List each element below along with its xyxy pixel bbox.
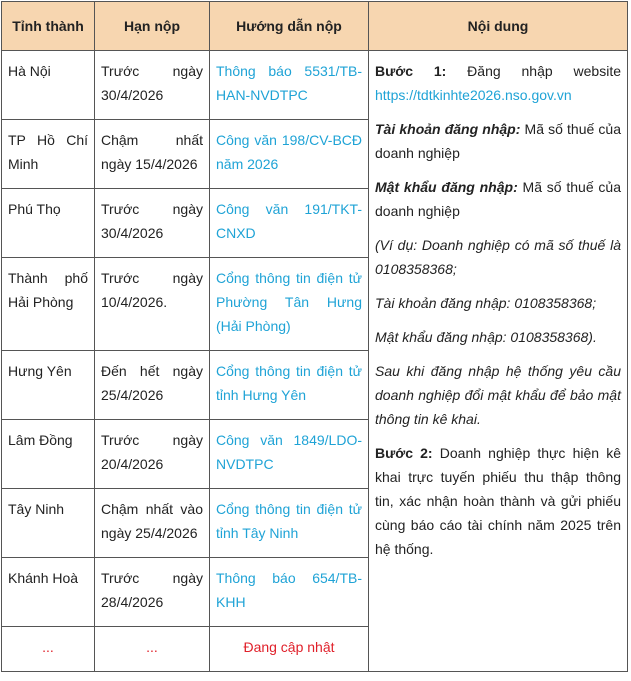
province-cell: Hà Nội bbox=[2, 51, 95, 120]
deadline-cell: Trước ngày 10/4/2026. bbox=[95, 258, 210, 351]
password-text: Mã số thuế của doanh nghiệp bbox=[375, 179, 621, 219]
guide-link[interactable]: Thông báo 654/TB-KHH bbox=[216, 570, 362, 610]
guide-link[interactable]: Cổng thông tin điện tử tỉnh Tây Ninh bbox=[216, 501, 362, 541]
example-account: Tài khoản đăng nhập: 0108358368; bbox=[375, 295, 597, 311]
deadline-cell: ... bbox=[95, 627, 210, 672]
province-cell: TP Hồ Chí Minh bbox=[2, 120, 95, 189]
province-cell: Thành phố Hải Phòng bbox=[2, 258, 95, 351]
guide-link[interactable]: Công văn 191/TKT-CNXD bbox=[216, 201, 362, 241]
guide-link[interactable]: Cổng thông tin điện tử tỉnh Hưng Yên bbox=[216, 363, 362, 403]
province-cell: ... bbox=[2, 627, 95, 672]
deadline-cell: Chậm nhất vào ngày 25/4/2026 bbox=[95, 489, 210, 558]
province-cell: Tây Ninh bbox=[2, 489, 95, 558]
province-cell: Khánh Hoà bbox=[2, 558, 95, 627]
header-province: Tỉnh thành bbox=[2, 2, 95, 51]
deadline-cell: Trước ngày 30/4/2026 bbox=[95, 51, 210, 120]
table-row bbox=[2, 51, 628, 120]
step2-text: Doanh nghiệp thực hiện kê khai trực tuyến phiếu thu thập thông tin, xác nhận hoàn thành và gửi phiếu cùng báo cáo tài chính năm 2025 trên hệ thống. bbox=[375, 445, 622, 557]
guide-link[interactable]: Công văn 1849/LDO-NVDTPC bbox=[216, 432, 362, 472]
header-deadline: Hạn nộp bbox=[95, 2, 210, 51]
deadline-cell: Chậm nhất ngày 15/4/2026 bbox=[95, 120, 210, 189]
deadline-cell: Trước ngày 20/4/2026 bbox=[95, 420, 210, 489]
province-cell: Lâm Đồng bbox=[2, 420, 95, 489]
province-cell: Phú Thọ bbox=[2, 189, 95, 258]
province-cell: Hưng Yên bbox=[2, 351, 95, 420]
header-content: Nội dung bbox=[369, 2, 628, 51]
step1-text: Đăng nhập website bbox=[446, 63, 621, 79]
password-label: Mật khẩu đăng nhập: bbox=[375, 179, 518, 195]
updating-status: Đang cập nhật bbox=[210, 627, 369, 672]
account-text: Mã số thuế của doanh nghiệp bbox=[375, 121, 621, 161]
guide-link[interactable]: Thông báo 5531/TB-HAN-NVDTPC bbox=[216, 63, 362, 103]
after-login-note: Sau khi đăng nhập hệ thống yêu cầu doanh nghiệp đổi mật khẩu để bảo mật thông tin kê khai. bbox=[375, 363, 621, 427]
guide-link[interactable]: Cổng thông tin điện tử Phường Tân Hưng (Hải Phòng) bbox=[216, 270, 362, 334]
deadline-cell: Trước ngày 28/4/2026 bbox=[95, 558, 210, 627]
example-text: (Ví dụ: Doanh nghiệp có mã số thuế là 0108358368; bbox=[375, 237, 621, 277]
submission-table bbox=[1, 1, 628, 672]
step1-label: Bước 1: bbox=[375, 63, 447, 79]
header-guide: Hướng dẫn nộp bbox=[210, 2, 369, 51]
content-cell bbox=[369, 51, 628, 672]
deadline-cell: Đến hết ngày 25/4/2026 bbox=[95, 351, 210, 420]
guide-link[interactable]: Công văn 198/CV-BCĐ năm 2026 bbox=[216, 132, 362, 172]
header-row bbox=[2, 2, 628, 51]
deadline-cell: Trước ngày 30/4/2026 bbox=[95, 189, 210, 258]
account-label: Tài khoản đăng nhập: bbox=[375, 121, 521, 137]
example-password: Mật khẩu đăng nhập: 0108358368). bbox=[375, 329, 597, 345]
step2-label: Bước 2: bbox=[375, 445, 433, 461]
website-link[interactable]: https://tdtkinhte2026.nso.gov.vn bbox=[375, 87, 572, 103]
